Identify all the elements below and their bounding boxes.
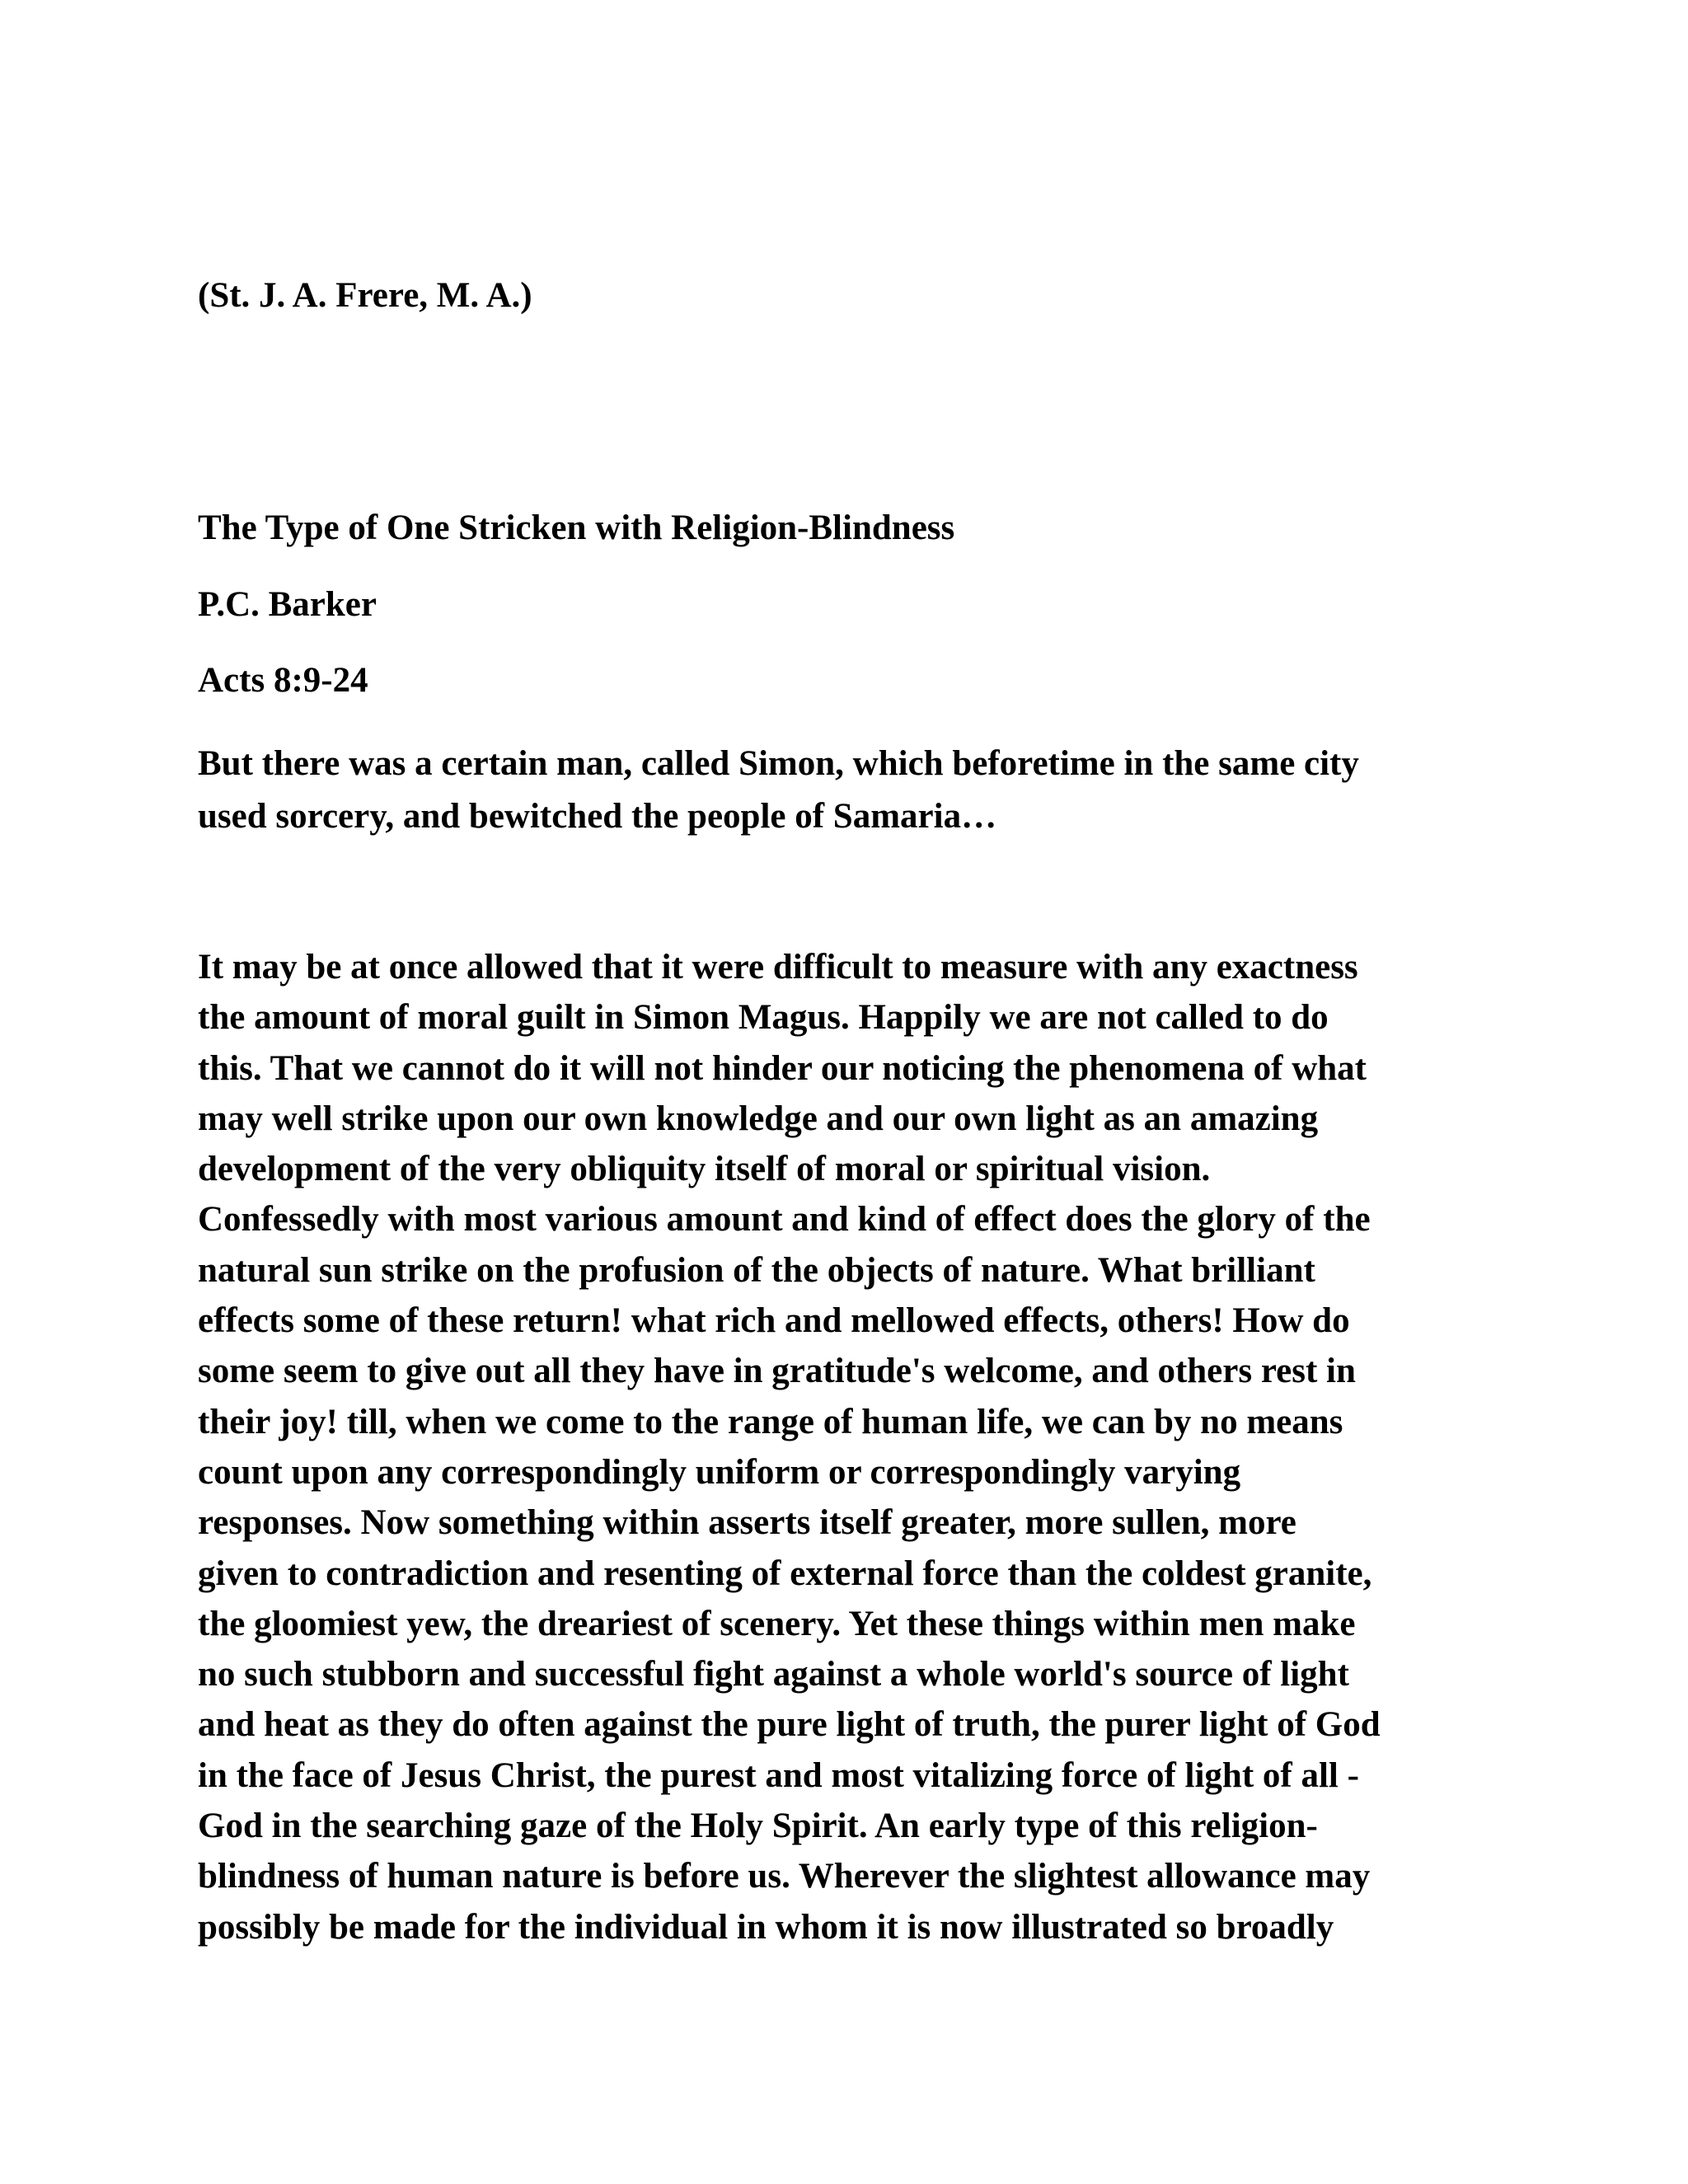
- body-line: God in the searching gaze of the Holy Spirit. An early type of this religion-: [198, 1807, 1318, 1846]
- body-line: blindness of human nature is before us. Wherever the slightest allowance may: [198, 1857, 1371, 1896]
- scripture-quote: [198, 738, 1533, 843]
- scripture-reference: Acts 8:9-24: [198, 661, 368, 700]
- body-line: It may be at once allowed that it were difficult to measure with any exactness: [198, 948, 1358, 987]
- quote-line: used sorcery, and bewitched the people of Samaria…: [198, 797, 997, 836]
- body-line: Confessedly with most various amount and kind of effect does the glory of the: [198, 1200, 1371, 1240]
- sermon-author: P.C. Barker: [198, 585, 377, 624]
- body-line: may well strike upon our own knowledge and our own light as an amazing: [198, 1099, 1319, 1138]
- body-line: development of the very obliquity itself of moral or spiritual vision.: [198, 1150, 1211, 1189]
- body-line: and heat as they do often against the pure light of truth, the purer light of God: [198, 1705, 1381, 1745]
- body-line: the gloomiest yew, the dreariest of scenery. Yet these things within men make: [198, 1604, 1356, 1643]
- body-line: possibly be made for the individual in whom it is now illustrated so broadly: [198, 1907, 1334, 1947]
- body-line: the amount of moral guilt in Simon Magus. Happily we are not called to do: [198, 998, 1329, 1038]
- body-line: this. That we cannot do it will not hinder our noticing the phenomena of what: [198, 1048, 1367, 1088]
- body-line: some seem to give out all they have in gratitude's welcome, and others rest in: [198, 1352, 1356, 1391]
- body-line: count upon any correspondingly uniform or correspondingly varying: [198, 1452, 1241, 1492]
- body-line: effects some of these return! what rich and mellowed effects, others! How do: [198, 1301, 1350, 1341]
- quote-line: But there was a certain man, called Simon, which beforetime in the same city: [198, 744, 1359, 783]
- body-line: given to contradiction and resenting of external force than the coldest granite,: [198, 1554, 1372, 1593]
- body-paragraph: [198, 942, 1533, 1952]
- body-line: no such stubborn and successful fight against a whole world's source of light: [198, 1655, 1349, 1694]
- author-attribution: (St. J. A. Frere, M. A.): [198, 276, 532, 315]
- body-line: their joy! till, when we come to the range of human life, we can by no means: [198, 1402, 1343, 1441]
- body-line: responses. Now something within asserts itself greater, more sullen, more: [198, 1503, 1296, 1543]
- sermon-title: The Type of One Stricken with Religion-Blindness: [198, 509, 955, 547]
- body-line: natural sun strike on the profusion of the objects of nature. What brilliant: [198, 1250, 1315, 1290]
- body-line: in the face of Jesus Christ, the purest and most vitalizing force of light of all -: [198, 1755, 1359, 1795]
